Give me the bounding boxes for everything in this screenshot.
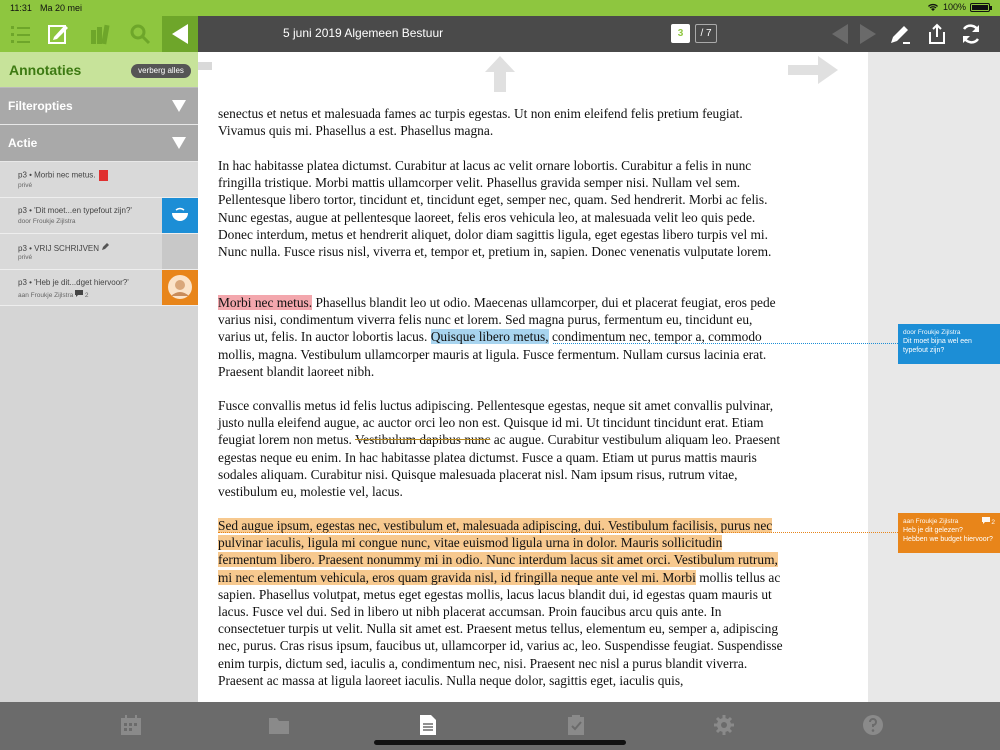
notes-margin <box>868 52 1000 702</box>
back-icon <box>170 23 190 45</box>
action-label: Actie <box>8 136 38 150</box>
note-author: door Froukje Zijlstra <box>903 329 961 336</box>
blue-highlight[interactable]: Quisque libero metus, <box>430 329 549 345</box>
comment-note-orange[interactable] <box>898 513 1000 553</box>
annotation-item[interactable] <box>0 270 198 306</box>
calendar-icon[interactable] <box>120 714 142 736</box>
text-run: mollis tellus ac sapien. Phasellus volutpat, metus eget egestas mollis, lacus lacus blandit dui, id egestas quam mauris ut lacus. Fusce vel dui. Sed in libero ut nibh placerat accumsan. Proin faucibus arcu quis ante. In consectetuer turpis ut velit. Nulla sit amet est. Praesent metus tellus, elementum eu, semper a, adipiscing nec, purus. Cras risus ipsum, faucibus ut, ullamcorper id, varius ac, leo. Suspendisse feugiat. Suspendisse enim turpis, dictum sed, iaculis a, condimentum nec, nisi. Praesent nec nisl a purus blandit viverra. Praesent ac massa at ligula laoreet iaculis. Nulla neque dolor, sagittis eget, iaculis quis, <box>218 569 783 688</box>
folder-icon[interactable] <box>268 714 290 736</box>
annotation-title: p3 • VRIJ SCHRIJVEN <box>18 244 100 253</box>
edit-icon[interactable] <box>46 22 70 46</box>
text-run: Fusce convallis metus id felis luctus adipiscing. Pellentesque egestas, neque sit amet convallis pulvinar, justo nulla eleifend augue, ac auctor orci leo non est. Quisque id mi. Ut tincidunt tincidunt erat. Etiam feugiat lorem non metus. <box>218 398 774 448</box>
note-text: Dit moet bijna wel een typefout zijn? <box>903 338 972 354</box>
settings-icon[interactable] <box>713 714 735 736</box>
empty-badge <box>162 234 198 269</box>
annotation-subtitle: privé <box>18 254 33 261</box>
share-icon[interactable] <box>925 22 949 46</box>
document-title: 5 juni 2019 Algemeen Bestuur <box>283 26 444 40</box>
paragraph <box>218 397 783 500</box>
list-icon[interactable] <box>8 22 32 46</box>
pen-icon[interactable] <box>888 22 912 46</box>
hide-all-button[interactable]: verberg alles <box>131 64 191 78</box>
document-viewer[interactable] <box>198 52 1000 702</box>
wifi-icon <box>927 2 939 12</box>
status-bar <box>0 0 1000 16</box>
annotation-subtitle: door Froukje Zijlstra <box>18 218 76 225</box>
text-run: Phasellus blandit leo ut odio. Maecenas ullamcorper, dui et placerat feugiat, eros pede varius nisi, condimentum viverra felis nunc et lorem. Sed magna purus, fermentum eu, tincidunt eu, varius ut, felis. In auctor lobortis lacus. <box>218 295 776 345</box>
paragraph <box>218 294 783 380</box>
previous-page-icon[interactable] <box>828 22 852 46</box>
help-icon[interactable] <box>862 714 884 736</box>
current-page-indicator[interactable]: 3 <box>671 24 690 43</box>
annotation-subtitle: aan Froukje Zijlstra <box>18 292 74 299</box>
comment-count: 2 <box>84 292 89 299</box>
paragraph <box>218 517 783 689</box>
strikethrough-annotation[interactable]: Vestibulum dapibus nunc <box>354 432 491 448</box>
comment-icon <box>982 517 990 524</box>
red-highlight[interactable]: Morbi nec metus. <box>218 295 313 310</box>
document-page[interactable] <box>198 52 868 702</box>
annotation-item[interactable] <box>0 234 198 270</box>
text-run: ac augue. Curabitur vestibulum aliquam leo. Praesent egestas neque eu enim. In hac habitasse platea dictumst. Fusce a quam. Etiam ut purus mattis mauris sodales aliquam. Curabitur nisi. Quisque malesuada placerat nisl. Nam ipsum risus, rutrum vitae, vestibulum eu, molestie vel, lacus. <box>218 432 781 500</box>
annotation-subtitle: privé <box>18 182 33 189</box>
filter-options-label: Filteropties <box>8 99 73 113</box>
comment-note-blue[interactable] <box>898 324 1000 364</box>
next-page-icon[interactable] <box>856 22 880 46</box>
orange-highlight[interactable]: Sed augue ipsum, egestas nec, vestibulum et, malesuada adipiscing, dui. Vestibulum facilisis, purus nec pulvinar iaculis, ligula mi congue nunc, vitae euismod ligula urna in dolor. Mauris sollicitudin fermentum libero. Praesent nonummy mi in odio. Nunc interdum lacus sit amet orci. Vestibulum rutrum, mi nec elementum vehicula, eros quam gravida nisl, id fringilla neque ante vel mi. Morbi <box>218 518 778 585</box>
paragraph: senectus et netus et malesuada fames ac turpis egestas. Ut non enim eleifend felis pretium feugiat. Vivamus quis mi. Phasellus a est. Phasellus magna. <box>218 106 743 139</box>
chevron-down-icon <box>172 100 186 112</box>
reply-badge <box>162 198 198 233</box>
search-icon[interactable] <box>128 22 152 46</box>
annotations-title: Annotaties <box>9 62 82 78</box>
text-run: condimentum nec, tempor a, commodo mollis, magna. Vestibulum ullamcorper mauris at ligula. Fusce fermentum. Nullam cursus lacinia erat. Praesent blandit laoreet nibh. <box>218 329 767 379</box>
chevron-down-icon <box>172 137 186 149</box>
arrow-left-hint-icon <box>198 60 214 74</box>
user-photo-icon <box>162 270 198 305</box>
note-connector-line <box>553 343 898 344</box>
annotation-title: p3 • 'Heb je dit...dget hiervoor?' <box>18 278 129 287</box>
sidebar-toolbar <box>0 16 198 52</box>
pencil-icon <box>101 242 110 251</box>
comment-count: 2 <box>991 519 995 526</box>
back-button[interactable] <box>162 16 198 52</box>
comment-icon <box>75 290 83 297</box>
red-highlight-icon <box>99 170 108 181</box>
annotation-item[interactable] <box>0 162 198 198</box>
total-pages: / 7 <box>695 24 717 43</box>
filter-options-section[interactable] <box>0 88 198 125</box>
note-author: aan Froukje Zijlstra <box>903 518 959 525</box>
sync-icon[interactable] <box>959 22 983 46</box>
status-right <box>927 2 990 12</box>
clock: 11:31 <box>10 3 32 13</box>
annotations-sidebar <box>0 16 198 702</box>
next-page-hint-icon <box>788 56 838 84</box>
document-toolbar <box>198 16 1000 52</box>
battery-percent: 100% <box>942 2 966 12</box>
date: Ma 20 mei <box>40 3 83 13</box>
clipboard-check-icon[interactable] <box>565 714 587 736</box>
annotation-title: p3 • 'Dit moet...en typefout zijn?' <box>18 206 132 215</box>
battery-icon <box>970 3 990 12</box>
annotation-title: p3 • Morbi nec metus. <box>18 170 96 180</box>
bowl-icon <box>162 198 198 233</box>
annotations-header <box>0 52 198 88</box>
document-icon[interactable] <box>417 714 439 736</box>
annotation-item[interactable] <box>0 198 198 234</box>
home-indicator[interactable] <box>374 740 626 745</box>
note-connector-line <box>218 532 898 533</box>
avatar <box>162 270 198 305</box>
scroll-up-hint-icon <box>485 56 515 92</box>
action-section[interactable] <box>0 125 198 162</box>
paragraph: In hac habitasse platea dictumst. Curabitur at lacus ac velit ornare lobortis. Curabitur a felis in nunc fringilla tristique. Morbi mattis ullamcorper velit. Phasellus gravida semper nisi. Nullam vel sem. Pellentesque libero tortor, tincidunt et, tincidunt eget, semper nec, quam. Sed hendrerit. Morbi ac felis. Nunc egestas, augue at pellentesque laoreet, felis eros vehicula leo, at malesuada velit leo quis pede. Donec interdum, metus et hendrerit aliquet, dolor diam sagittis ligula, eget egestas libero turpis vel mi. Nunc nulla. Fusce risus nisl, viverra et, tempor et, pretium in, sapien. Donec venenatis vulputate lorem. <box>218 158 772 260</box>
books-icon[interactable] <box>88 22 112 46</box>
note-text: Heb je dit gelezen? Hebben we budget hiervoor? <box>903 527 993 543</box>
